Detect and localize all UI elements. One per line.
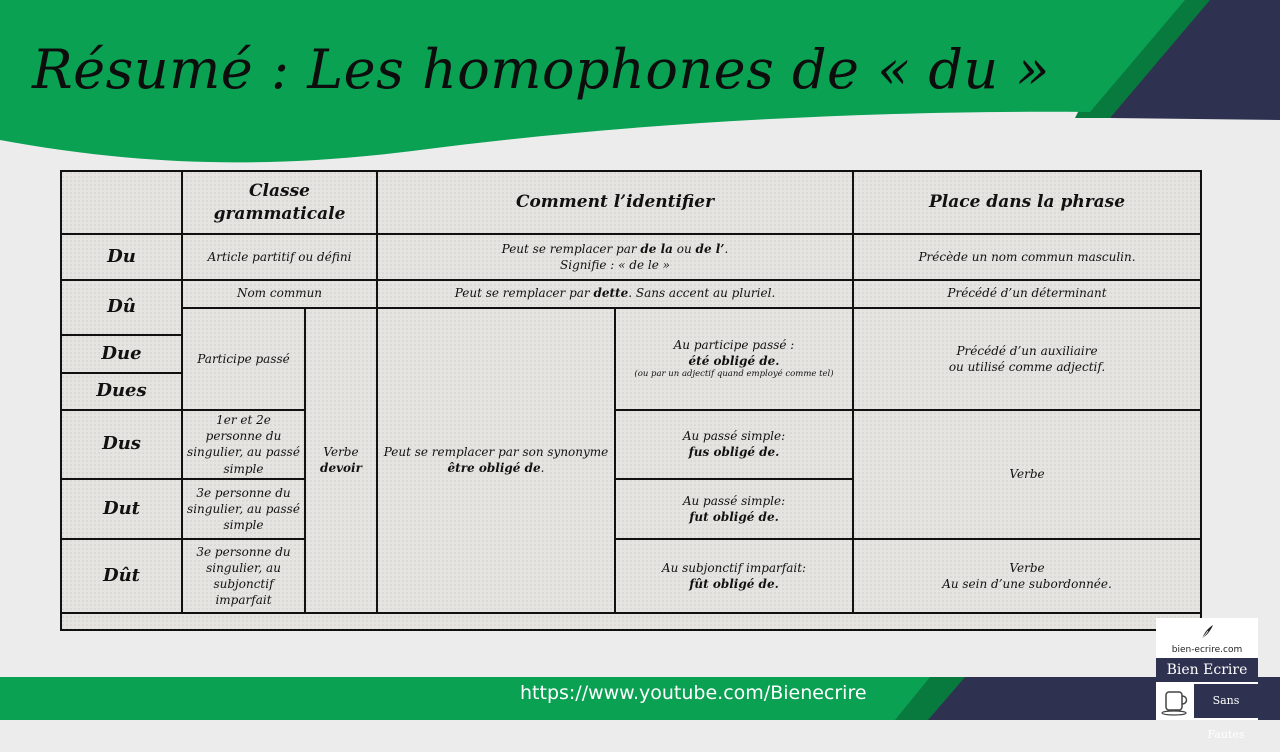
comment-dut-bold: fut obligé de. bbox=[689, 509, 779, 524]
comment-du-pre: Peut se remplacer par bbox=[501, 241, 641, 256]
comment-dut-circ-bold: fût obligé de. bbox=[689, 577, 779, 592]
comment-du-circ-pre: Peut se remplacer par bbox=[454, 286, 594, 301]
comment-du-circ-bold: dette bbox=[593, 286, 629, 301]
place-du: Précède un nom commun masculin. bbox=[853, 234, 1201, 280]
page-title: Résumé : Les homophones de « du » bbox=[32, 38, 1050, 101]
comment-du-line2: Signifie : « de le » bbox=[560, 257, 670, 272]
classe-du-circ: Nom commun bbox=[182, 280, 377, 308]
comment-participe-line1: Au participe passé : bbox=[673, 337, 795, 352]
comment-dut bbox=[615, 479, 853, 539]
classe-dut: 3e personne du singulier, au passé simple bbox=[182, 479, 305, 539]
synonyme-pre: Peut se remplacer par son synonyme bbox=[383, 445, 609, 460]
classe-du: Article partitif ou défini bbox=[182, 234, 377, 280]
header-empty-cell bbox=[61, 171, 182, 234]
place-verbe: Verbe bbox=[853, 410, 1201, 539]
word-dues: Dues bbox=[61, 373, 182, 410]
place-du-circ: Précédé d’un déterminant bbox=[853, 280, 1201, 308]
comment-du-post: . bbox=[724, 241, 729, 256]
table-row-du bbox=[61, 234, 1201, 280]
comment-dut-circ-line1: Au subjonctif imparfait: bbox=[661, 560, 807, 575]
comment-dus bbox=[615, 410, 853, 479]
logo-line2: Sans Fautes bbox=[1194, 684, 1258, 718]
place-dut-circ bbox=[853, 539, 1201, 613]
word-dus: Dus bbox=[61, 410, 182, 479]
place-dut-circ-line1: Verbe bbox=[1009, 560, 1045, 575]
header-classe: Classe grammaticale bbox=[182, 171, 377, 234]
summary-table-container bbox=[60, 170, 1200, 631]
table-row-dut-circ bbox=[61, 539, 1201, 613]
word-dut-circ: Dût bbox=[61, 539, 182, 613]
table-row-du-circ bbox=[61, 280, 1201, 308]
comment-du-circ bbox=[377, 280, 853, 308]
word-due: Due bbox=[61, 335, 182, 372]
header-comment: Comment l’identifier bbox=[377, 171, 853, 234]
comment-participe bbox=[615, 308, 853, 410]
comment-du-mid: ou bbox=[672, 241, 696, 256]
comment-participe-small: (ou par un adjectif quand employé comme tel) bbox=[634, 369, 834, 380]
place-participe bbox=[853, 308, 1201, 410]
table-footer-row bbox=[61, 613, 1201, 630]
comment-dut-circ bbox=[615, 539, 853, 613]
classe-participe: Participe passé bbox=[182, 308, 305, 410]
comment-du-bold1: de la bbox=[640, 241, 673, 256]
synonyme-cell bbox=[377, 308, 615, 614]
word-du: Du bbox=[61, 234, 182, 280]
logo-site: bien-ecrire.com bbox=[1171, 645, 1243, 655]
comment-dut-line1: Au passé simple: bbox=[682, 493, 786, 508]
feather-icon bbox=[1200, 624, 1214, 640]
table-footer-empty bbox=[61, 613, 1201, 630]
place-participe-line2: ou utilisé comme adjectif. bbox=[948, 359, 1106, 374]
verbe-devoir-line2: devoir bbox=[320, 461, 362, 476]
comment-du-bold2: de l’ bbox=[695, 241, 725, 256]
word-dut: Dut bbox=[61, 479, 182, 539]
bien-ecrire-logo bbox=[1156, 618, 1258, 741]
classe-dus: 1er et 2e personne du singulier, au passé simple bbox=[182, 410, 305, 479]
comment-dus-line1: Au passé simple: bbox=[682, 429, 786, 444]
summary-table bbox=[60, 170, 1202, 631]
comment-dus-bold: fus obligé de. bbox=[688, 445, 780, 460]
youtube-url[interactable]: https://www.youtube.com/Bienecrire bbox=[520, 682, 867, 704]
word-du-circ: Dû bbox=[61, 280, 182, 336]
table-row-du-circ-b bbox=[61, 308, 1201, 336]
table-row-dus bbox=[61, 410, 1201, 479]
comment-du-circ-post: . Sans accent au pluriel. bbox=[628, 286, 776, 301]
cup-icon bbox=[1160, 684, 1190, 716]
verbe-devoir-cell bbox=[305, 308, 377, 614]
table-header-row bbox=[61, 171, 1201, 234]
comment-du bbox=[377, 234, 853, 280]
logo-line1: Bien Ecrire bbox=[1156, 658, 1258, 682]
place-participe-line1: Précédé d’un auxiliaire bbox=[956, 343, 1098, 358]
verbe-devoir-line1: Verbe bbox=[323, 445, 359, 460]
comment-participe-bold: été obligé de. bbox=[688, 353, 780, 368]
synonyme-bold: être obligé de bbox=[447, 461, 541, 476]
classe-dut-circ: 3e personne du singulier, au subjonctif imparfait bbox=[182, 539, 305, 613]
header-place: Place dans la phrase bbox=[853, 171, 1201, 234]
synonyme-post: . bbox=[540, 461, 545, 476]
place-dut-circ-line2: Au sein d’une subordonnée. bbox=[942, 577, 1112, 592]
